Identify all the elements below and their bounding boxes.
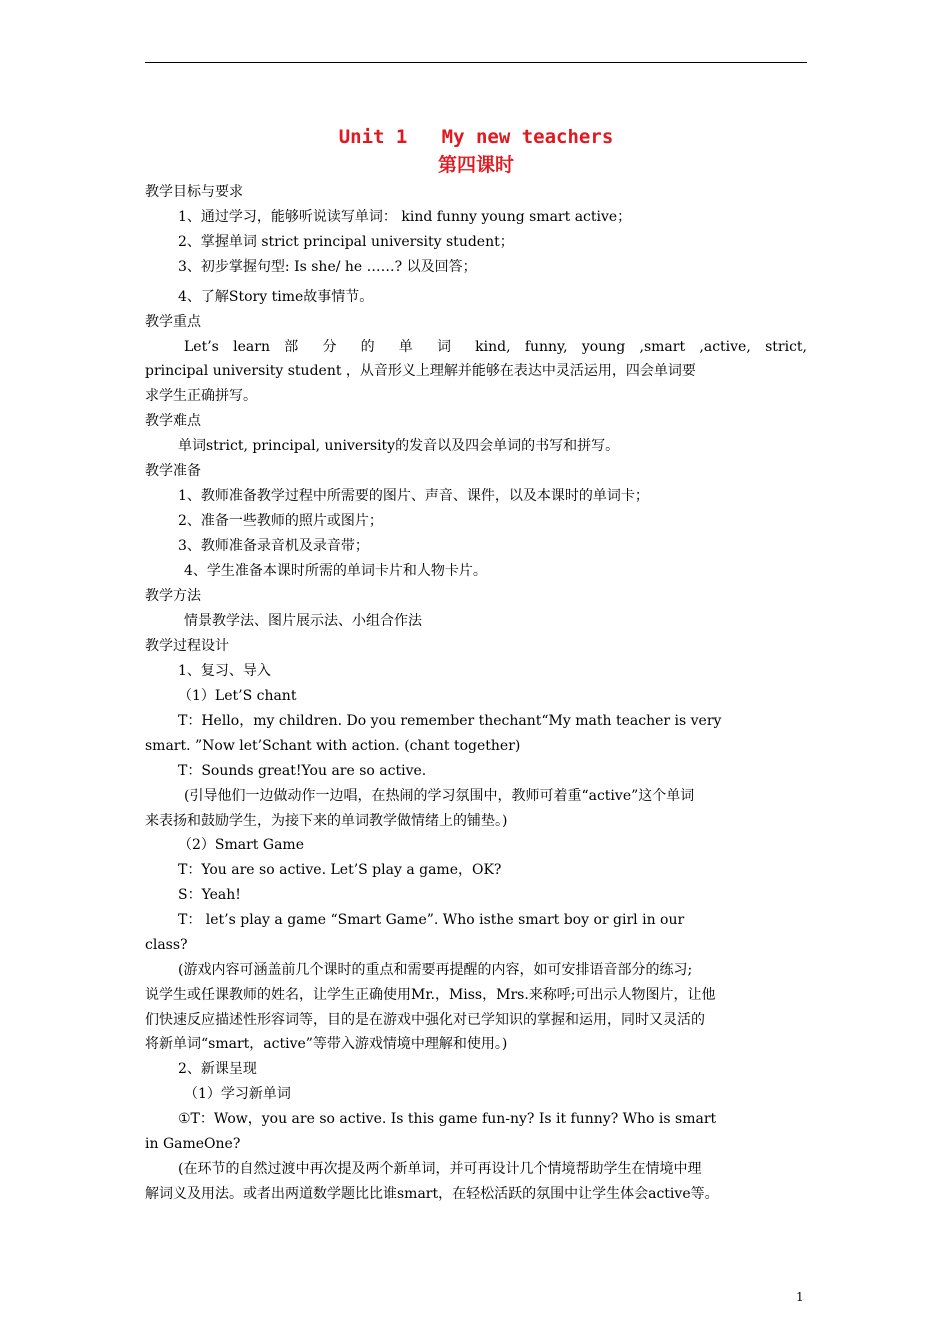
paragraph-line: principal university student ，从音形义上理解并能够在表达中灵活运用，四会单词要	[145, 363, 696, 379]
dialogue-line: T：Hello，my children. Do you remember thechant“My math teacher is very	[178, 713, 722, 729]
subsection-heading: （2）Smart Game	[178, 837, 304, 853]
paragraph-line: 来表扬和鼓励学生，为接下来的单词教学做情绪上的铺垫。)	[145, 813, 508, 829]
header-rule	[145, 62, 807, 63]
dialogue-line: ①T：Wow，you are so active. Is this game fun-ny? Is it funny? Who is smart	[178, 1111, 717, 1127]
subsection-heading: 2、新课呈现	[178, 1061, 257, 1077]
list-item: 3、教师准备录音机及录音带；	[178, 538, 369, 554]
dialogue-line: T： let’s play a game “Smart Game”. Who isthe smart boy or girl in our	[178, 912, 685, 928]
section-heading: 教学目标与要求	[145, 184, 243, 200]
list-item: 1、教师准备教学过程中所需要的图片、声音、课件，以及本课时的单词卡；	[178, 488, 649, 504]
paragraph-line: (引导他们一边做动作一边唱，在热闹的学习氛围中，教师可着重“active”这个单词	[184, 788, 695, 804]
paragraph-line: Let’s learn 部 分 的 单 词 kind, funny, young ,smart ,active, strict,	[184, 339, 807, 355]
section-heading: 教学难点	[145, 413, 201, 429]
section-heading: 教学准备	[145, 463, 201, 479]
paragraph-line: 单词strict, principal, university的发音以及四会单词的书写和拼写。	[178, 438, 620, 454]
paragraph-line: 说学生或任课教师的姓名，让学生正确使用Mr.，Miss，Mrs.来称呼;可出示人物图片，让他	[145, 987, 716, 1003]
dialogue-line: smart. ”Now let’Schant with action. (chant together)	[145, 738, 521, 754]
title-unit: Unit 1 My new teachers	[338, 126, 614, 148]
dialogue-line: S：Yeah!	[178, 887, 241, 903]
paragraph-line: 情景教学法、图片展示法、小组合作法	[184, 613, 422, 629]
paragraph-line: 将新单词“smart，active”等带入游戏情境中理解和使用。)	[145, 1036, 508, 1052]
paragraph-line: 们快速反应描述性形容词等，目的是在游戏中强化对已学知识的掌握和运用，同时又灵活的	[145, 1012, 705, 1028]
list-item: 2、掌握单词 strict principal university student；	[178, 234, 514, 250]
page-number: 1	[796, 1290, 804, 1304]
section-heading: 教学重点	[145, 314, 201, 330]
subsection-heading: （1）学习新单词	[184, 1086, 291, 1102]
dialogue-line: T：Sounds great!You are so active.	[178, 763, 427, 779]
list-item: 2、准备一些教师的照片或图片；	[178, 513, 383, 529]
subsection-heading: （1）Let’S chant	[178, 688, 297, 704]
paragraph-line: 求学生正确拼写。	[145, 388, 257, 404]
list-item: 4、了解Story time故事情节。	[178, 289, 374, 305]
title-lesson: 第四课时	[437, 154, 514, 176]
paragraph-line: (在环节的自然过渡中再次提及两个新单词，并可再设计几个情境帮助学生在情境中理	[178, 1161, 702, 1177]
section-heading: 教学方法	[145, 588, 201, 604]
dialogue-line: class?	[145, 937, 188, 953]
subsection-heading: 1、复习、导入	[178, 663, 271, 679]
dialogue-line: T：You are so active. Let’S play a game，OK?	[178, 862, 502, 878]
list-item: 1、通过学习，能够听说读写单词： kind funny young smart active；	[178, 209, 632, 225]
list-item: 4、学生准备本课时所需的单词卡片和人物卡片。	[184, 563, 487, 579]
section-heading: 教学过程设计	[145, 638, 229, 654]
paragraph-line: 解词义及用法。或者出两道数学题比比谁smart，在轻松活跃的氛围中让学生体会active等。	[145, 1186, 719, 1202]
paragraph-line: (游戏内容可涵盖前几个课时的重点和需要再提醒的内容，如可安排语音部分的练习;	[178, 962, 693, 978]
dialogue-line: in GameOne?	[145, 1136, 241, 1152]
list-item: 3、初步掌握句型: Is she/ he ……? 以及回答；	[178, 259, 477, 275]
